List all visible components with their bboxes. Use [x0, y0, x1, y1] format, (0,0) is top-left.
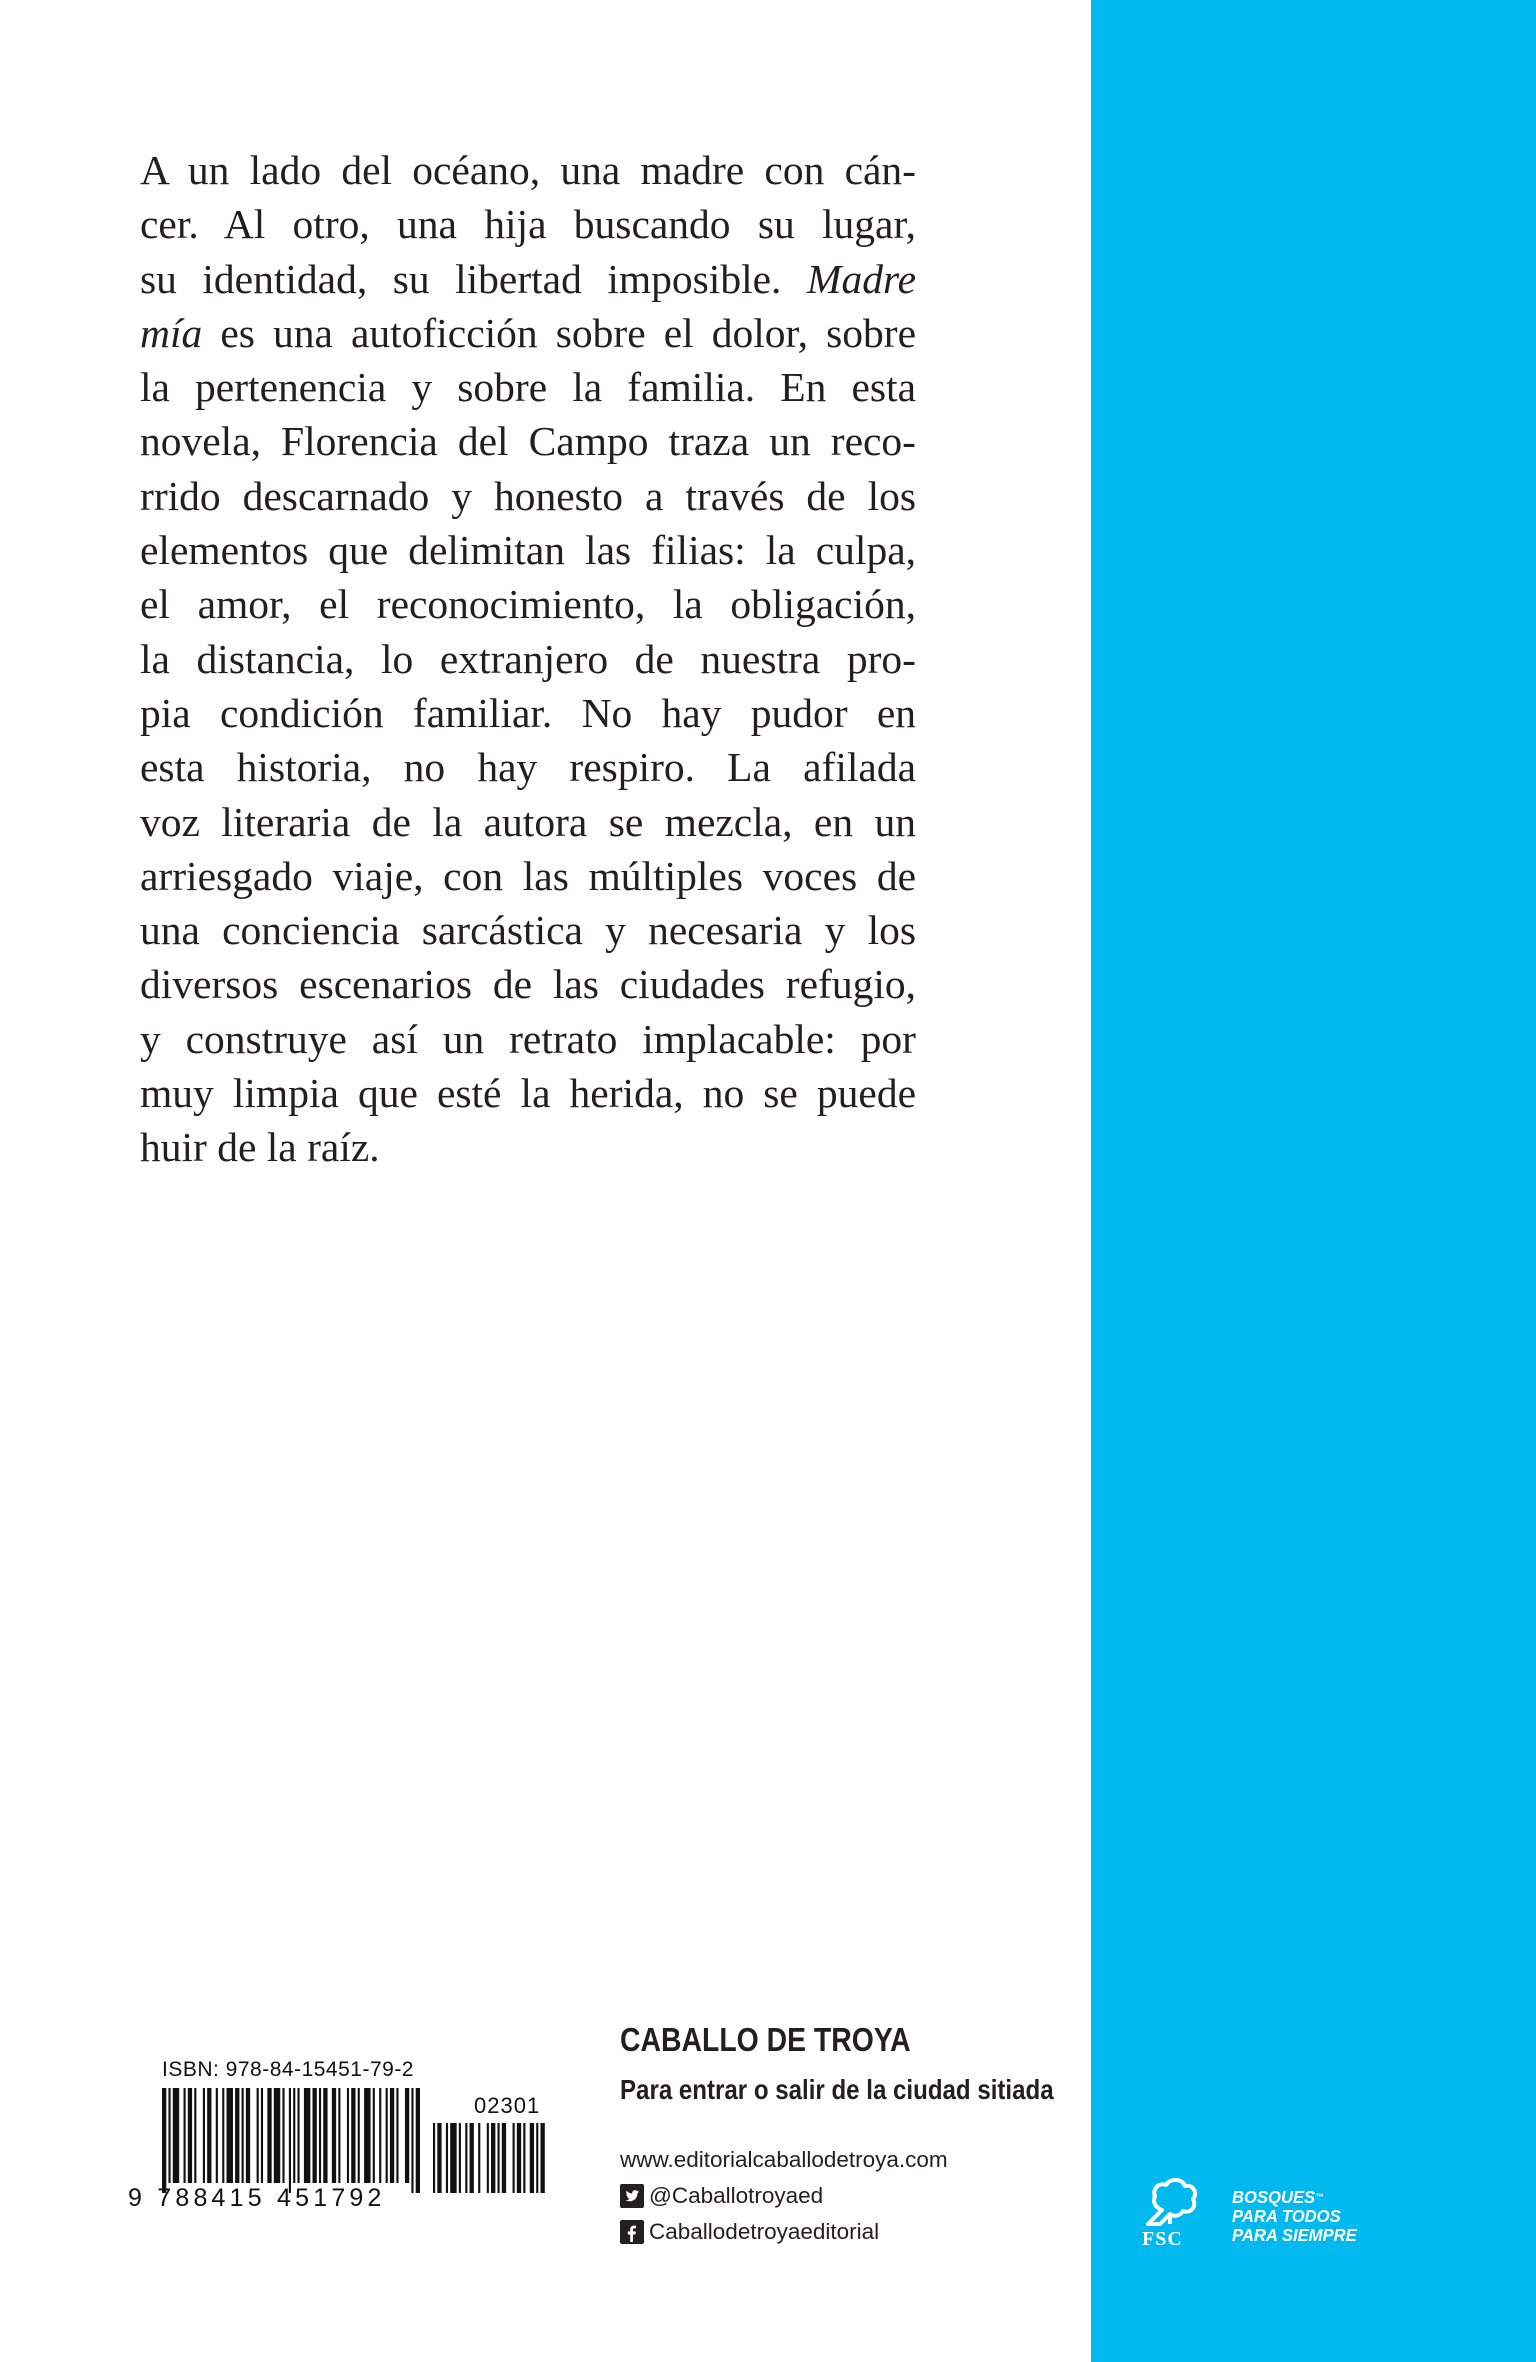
barcode-bar [282, 2088, 284, 2183]
barcode-bar [465, 2123, 467, 2193]
barcode-bar [297, 2088, 299, 2183]
barcode-bar [446, 2123, 448, 2193]
barcode-bar [433, 2123, 435, 2193]
barcode-bar [541, 2123, 545, 2193]
barcode-bar [168, 2088, 170, 2183]
blurb-line: A un lado del océano, una madre con cán- [140, 147, 916, 193]
barcode-bar [338, 2088, 340, 2183]
barcode-bar [332, 2088, 336, 2183]
barcode-bar [261, 2088, 263, 2183]
barcode-bar [267, 2088, 271, 2183]
barcode-bar [379, 2088, 381, 2183]
blurb-line: voz literaria de la autora se mezcla, en un [140, 798, 916, 845]
publisher-name: CABALLO DE TROYA [620, 2021, 911, 2058]
barcode-bar [293, 2088, 295, 2183]
blurb-line: esta historia, no hay respiro. La afilada [140, 744, 916, 791]
barcode-bar [347, 2088, 349, 2183]
barcode-bar [222, 2088, 224, 2183]
barcode-bar [313, 2088, 317, 2183]
fsc-tree-icon [1136, 2174, 1216, 2230]
blurb-line: y construye así un retrato implacable: por [140, 1015, 916, 1062]
barcode-bar [523, 2123, 525, 2193]
barcode-bar [470, 2123, 474, 2193]
blurb-line: una conciencia sarcástica y necesaria y los [140, 907, 916, 954]
barcode-bar [459, 2123, 461, 2193]
barcode-bar [203, 2088, 205, 2183]
blurb-line: elementos que delimitan las filias: la culpa, [140, 527, 916, 574]
publisher-tagline: Para entrar o salir de la ciudad sitiada [620, 2074, 1054, 2105]
barcode-bar [491, 2123, 495, 2193]
barcode-bar [416, 2088, 420, 2193]
barcode-bar [487, 2123, 489, 2193]
fsc-label: FSC [1142, 2228, 1183, 2250]
barcode-bar [498, 2123, 500, 2193]
blurb-line: la distancia, lo extranjero de nuestra pro- [140, 635, 916, 682]
blurb-line: pia condición familiar. No hay pudor en [140, 689, 916, 736]
barcode-bar [304, 2088, 310, 2183]
isbn-barcode [128, 2058, 588, 2218]
barcode-bar [289, 2088, 291, 2193]
ean-digits: 9 788415 451792 [128, 2184, 386, 2212]
barcode-bar [184, 2088, 186, 2183]
barcode-bar [450, 2123, 456, 2193]
barcode-bar [502, 2123, 506, 2193]
barcode-bar [386, 2088, 388, 2183]
blurb-line: diversos escenarios de las ciudades refugio, [140, 961, 916, 1008]
fsc-slogan: BOSQUES™ PARA TODOS PARA SIEMPRE [1232, 2187, 1357, 2245]
barcode-bar [207, 2088, 211, 2183]
twitter-handle: @Caballotroyaed [649, 2183, 824, 2208]
barcode-bar [536, 2123, 538, 2193]
barcode-addon-number: 02301 [474, 2093, 541, 2118]
barcode-bar [188, 2088, 192, 2183]
blurb-line: el amor, el reconocimiento, la obligación, [140, 581, 916, 628]
barcode-bar [405, 2088, 409, 2183]
blurb-line: novela, Florencia del Campo traza un reco- [140, 418, 916, 465]
website-link[interactable]: www.editorialcaballodetroya.com [620, 2147, 948, 2172]
facebook-link[interactable] [620, 2214, 1090, 2250]
facebook-handle: Caballodetroyaeditorial [649, 2219, 880, 2244]
back-cover-blurb [140, 143, 916, 1175]
blurb-line: arriesgado viaje, con las múltiples voces de [140, 852, 916, 899]
twitter-link[interactable] [620, 2178, 1090, 2214]
publisher-links [620, 2142, 1090, 2250]
barcode-bar [390, 2088, 394, 2183]
blurb-line: huir de la raíz. [140, 1124, 380, 1171]
blurb-line: rrido descarnado y honesto a través de los [140, 472, 916, 519]
barcode-bar [373, 2088, 375, 2183]
blurb-line: la pertenencia y sobre la familia. En esta [140, 364, 916, 411]
barcode-bar [216, 2088, 218, 2183]
barcode-bar [194, 2088, 196, 2183]
isbn-number: ISBN: 978-84-15451-79-2 [162, 2058, 414, 2081]
barcode-bar [437, 2123, 441, 2193]
barcode-bar [274, 2088, 280, 2183]
blurb-line: su identidad, su libertad imposible. Madre [140, 255, 917, 302]
barcode-bar [246, 2088, 250, 2183]
publisher-block [620, 2020, 1090, 2244]
barcode-bar [478, 2123, 480, 2193]
barcode-bar [227, 2088, 233, 2183]
barcode-bar [257, 2088, 259, 2183]
barcode-bar [513, 2123, 515, 2193]
fsc-logo [1136, 2174, 1436, 2254]
facebook-icon [620, 2220, 644, 2244]
blurb-line: muy limpia que esté la herida, no se puede [140, 1070, 916, 1117]
barcode-bar [530, 2123, 534, 2193]
barcode-bar [162, 2088, 166, 2193]
barcode-bar [235, 2088, 239, 2183]
barcode-bar [351, 2088, 355, 2183]
barcode-bar [517, 2123, 521, 2193]
barcode-bar [358, 2088, 360, 2183]
twitter-icon [620, 2184, 644, 2208]
barcode-bar [319, 2088, 321, 2183]
blurb-line: mía es una autoficción sobre el dolor, sobre [140, 309, 916, 356]
spine-color-band [1091, 0, 1536, 2362]
book-title-italic: mía [140, 309, 203, 356]
barcode-bar [242, 2088, 244, 2183]
book-title-italic: Madre [806, 255, 917, 302]
barcode-bar [411, 2088, 413, 2193]
barcode-bar [323, 2088, 327, 2183]
barcode-bar [173, 2088, 179, 2183]
blurb-line: cer. Al otro, una hija buscando su lugar, [140, 201, 916, 248]
barcode-bar [364, 2088, 370, 2183]
barcode-bar [396, 2088, 398, 2183]
